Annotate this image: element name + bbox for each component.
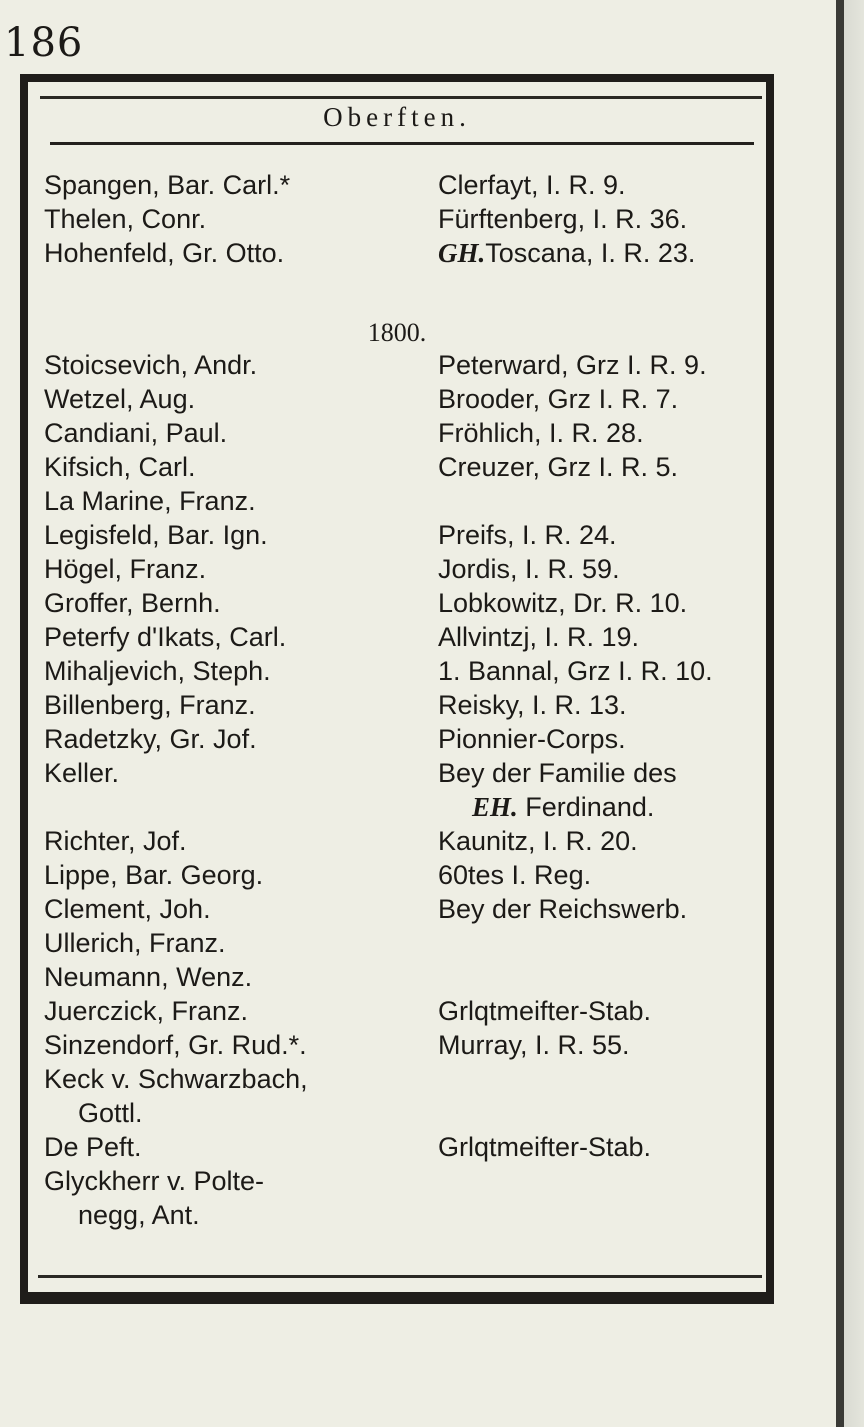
entry-name: De Peft. [44, 1132, 142, 1162]
entry-name-continuation: Gottl. [78, 1098, 143, 1128]
entry-regiment: Pionnier-Corps. [438, 724, 626, 754]
entry-name: Keller. [44, 758, 120, 788]
entry-regiment: Preifs, I. R. 24. [438, 520, 617, 550]
entry-regiment: Clerfayt, I. R. 9. [438, 170, 626, 200]
entry-name: Radetzky, Gr. Jof. [44, 724, 257, 754]
entry-name: Sinzendorf, Gr. Rud.*. [44, 1030, 307, 1060]
frame-shadow [20, 1300, 774, 1304]
entry-name: Högel, Franz. [44, 554, 207, 584]
entry-regiment: Bey der Familie des [438, 758, 677, 788]
entry-name: Mihaljevich, Steph. [44, 656, 271, 686]
entry-name: Stoicsevich, Andr. [44, 350, 258, 380]
year-heading: 1800. [367, 318, 427, 347]
entry-regiment: Brooder, Grz I. R. 7. [438, 384, 679, 414]
entry-name: Peterfy d'Ikats, Carl. [44, 622, 287, 652]
entry-name: Hohenfeld, Gr. Otto. [44, 238, 285, 268]
entry-regiment: Bey der Reichswerb. [438, 894, 688, 924]
entry-regiment-continuation-text: Ferdinand. [525, 792, 655, 822]
frame-inner-rule-bottom [38, 1275, 762, 1278]
entry-name: Neumann, Wenz. [44, 962, 253, 992]
entry-regiment-text: Toscana, I. R. 23. [485, 238, 696, 268]
entry-name: Richter, Jof. [44, 826, 187, 856]
entry-name: Kifsich, Carl. [44, 452, 196, 482]
entry-regiment: Peterward, Grz I. R. 9. [438, 350, 707, 380]
entry-regiment: Kaunitz, I. R. 20. [438, 826, 638, 856]
entry-name: Clement, Joh. [44, 894, 211, 924]
entry-name: La Marine, Franz. [44, 486, 256, 516]
page-number: 186 [4, 20, 84, 66]
entry-name: Spangen, Bar. Carl.* [44, 170, 291, 200]
entry-name: Thelen, Conr. [44, 204, 207, 234]
entry-name-continuation: negg, Ant. [78, 1200, 200, 1230]
entry-name: Keck v. Schwarzbach, [44, 1064, 308, 1094]
page-frame [20, 74, 774, 1300]
frame-inner-rule-top [40, 96, 762, 99]
entry-regiment: 1. Bannal, Grz I. R. 10. [438, 656, 713, 686]
entry-name: Legisfeld, Bar. Ign. [44, 520, 268, 550]
entry-regiment: 60tes I. Reg. [438, 860, 592, 890]
entry-regiment-continuation-prefix: EH. [472, 792, 518, 822]
entry-regiment-continuation [438, 790, 654, 824]
book-edge [836, 0, 864, 1427]
entry-regiment: Creuzer, Grz I. R. 5. [438, 452, 679, 482]
entry-name: Candiani, Paul. [44, 418, 228, 448]
entry-regiment: Grlqtmeifter-Stab. [438, 1132, 652, 1162]
entry-name: Lippe, Bar. Georg. [44, 860, 264, 890]
entry-regiment: Jordis, I. R. 59. [438, 554, 620, 584]
heading-rule [50, 142, 754, 145]
entry-regiment: Grlqtmeifter-Stab. [438, 996, 652, 1026]
entry-regiment: Murray, I. R. 55. [438, 1030, 630, 1060]
entry-name: Billenberg, Franz. [44, 690, 256, 720]
entry-regiment: Lobkowitz, Dr. R. 10. [438, 588, 688, 618]
entry-name: Juerczick, Franz. [44, 996, 249, 1026]
entry-regiment: Fröhlich, I. R. 28. [438, 418, 644, 448]
entry-name: Glyckherr v. Polte- [44, 1166, 265, 1196]
entry-regiment: Allvintzj, I. R. 19. [438, 622, 640, 652]
entry-name: Wetzel, Aug. [44, 384, 196, 414]
entry-name: Groffer, Bernh. [44, 588, 221, 618]
entry-name: Ullerich, Franz. [44, 928, 226, 958]
entry-regiment: Fürftenberg, I. R. 36. [438, 204, 688, 234]
page-heading: Oberften. [323, 102, 471, 132]
entry-regiment [438, 236, 695, 270]
entry-regiment: Reisky, I. R. 13. [438, 690, 627, 720]
entry-regiment-prefix: GH. [438, 238, 486, 268]
